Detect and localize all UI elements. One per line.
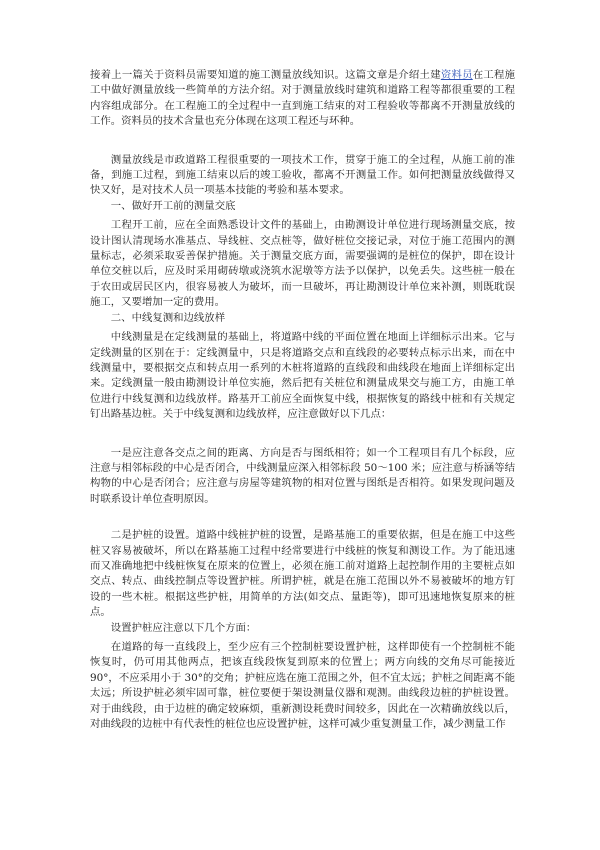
notes-body: 在道路的每一直线段上，至少应有三个控制桩要设置护桩，这样即使有一个控制桩不能恢复时，仍可用其他两点，把该直线段恢复到原来的位置上；两方向线的交角尽可能接近90°，不应采用小于 30°的交角；护桩应选在施工范围之外，但不宜太远；护桩之间距离不能太远；所设护桩必须牢固可靠，桩位要便于架设测量仪器和观测。曲线段边桩的护桩设置。对于曲线段，由于边桩的确定较麻烦，重新测设耗费时间较多，因此在一次精确放线以后，对曲线段的边桩中有代表性的桩位也应设置护桩，这样可减少重复测量工作，减少测量工作 [90, 641, 515, 731]
section-heading-1: 一、做好开工前的测量交底 [110, 199, 236, 212]
document-clerk-link[interactable]: 资料员 [440, 69, 473, 81]
notes-heading: 设置护桩应注意以下几个方面： [110, 621, 257, 634]
section-2-point-2: 二是护桩的设置。道路中线桩护桩的设置，是路基施工的重要依据，但是在施工中这些桩又容易被破坏，所以在路基施工过程中经常要进行中线桩的恢复和测设工作。为了能迅速而又准确地把中线桩恢复在原来的位置上，必须在施工前对道路上起控制作用的主要桩点如交点、转点、曲线控制点等设置护桩。所谓护桩，就是在施工范围以外不易被破坏的地方钉设的一些木桩。根据这些护桩，用简单的方法(如交点、量距等)，即可迅速地恢复原来的桩点。 [90, 529, 515, 619]
intro-text-before-link: 接着上一篇关于资料员需要知道的施工测量放线知识。这篇文章是介绍土建 [90, 69, 441, 81]
section-2-body: 中线测量是在定线测量的基础上，将道路中线的平面位置在地面上详细标示出来。它与定线测量的区别在于：定线测量中，只是将道路交点和直线段的必要转点标示出来，而在中线测量中，要根据交点和转点用一系列的木桩将道路的直线段和曲线段在地面上详细标定出来。定线测量一般由勘测设计单位实施，然后把有关桩位和测量成果交与施工方，由施工单位进行中线复测和边线放样。路基开工前应全面恢复中线，根据恢复的路线中桩和有关规定钉出路基边桩。关于中线复测和边线放样，应注意做好以下几点： [90, 331, 515, 421]
section-2-point-1: 一是应注意各交点之间的距离、方向是否与图纸相符；如一个工程项目有几个标段，应注意与相邻标段的中心是否闭合，中线测量应深入相邻标段 50～100 米；应注意与桥涵等结构物的中心是否闭合；应注意与房屋等建筑物的相对位置与图纸是否相符。如果发现问题及时联系设计单位查明原因。 [90, 446, 515, 505]
article-body [90, 68, 515, 732]
intro-paragraph [90, 68, 515, 130]
paragraph-survey-overview: 测量放线是市政道路工程很重要的一项技术工作，贯穿于施工的全过程，从施工前的准备，到施工过程，到施工结束以后的竣工验收，都离不开测量工作。如何把测量放线做得又快又好，是对技术人员一项基本技能的考验和基本要求。 [90, 153, 515, 197]
section-heading-2: 二、中线复测和边线放样 [110, 311, 226, 324]
section-1-body: 工程开工前，应在全面熟悉设计文件的基础上，由勘测设计单位进行现场测量交底，按设计图认清现场水准基点、导线桩、交点桩等，做好桩位交接记录，对位于施工范围内的测量标志，必须采取妥善保护措施。关于测量交底方面，需要强调的是桩位的保护，即在设计单位交桩以后，应及时采用砌砖墩或浇筑水泥墩等方法予以保护，以免丢失。这些桩一般在于农田或居民区内，很容易被人为破坏，而一旦破坏，再让勘测设计单位来补测，则既耽误施工，又要增加一定的费用。 [90, 219, 515, 309]
intro-text-after-link: 在工程施工中做好测量放线一些简单的方法介绍。对于测量放线时建筑和道路工程等都很重要的工程内容组成部分。在工程施工的全过程中一直到施工结束的对工程验收等都离不开测量放线的工作。资料员的技术含量也充分体现在这项工程还与环种。 [90, 69, 516, 128]
